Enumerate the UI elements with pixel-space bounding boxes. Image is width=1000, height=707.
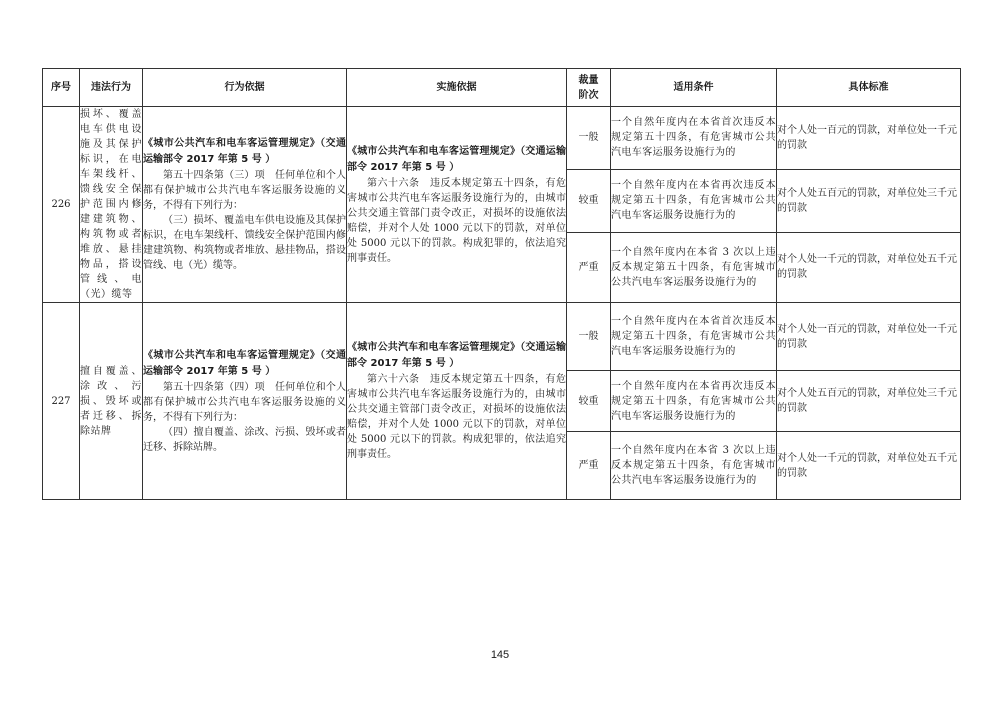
- table-row: [43, 107, 961, 170]
- impl-article: 第六十六条 违反本规定第五十四条，有危害城市公共汽电车客运服务设施行为的，由城市公共交通主管部门责令改正，对损坏的设施依法赔偿，并对个人处 1000 元以下的罚款，对单位处 5000 元以下的罚款。构成犯罪的，依法追究刑事责任。: [347, 177, 566, 264]
- row-impl: [347, 107, 567, 303]
- impl-law-title: 《城市公共汽车和电车客运管理规定》（交通运输部令 2017 年第 5 号 ）: [347, 342, 566, 369]
- level-cell: 一般: [567, 107, 611, 170]
- header-basis: 行为依据: [143, 69, 347, 107]
- row-basis: [143, 303, 347, 500]
- level-cell: 严重: [567, 432, 611, 500]
- cond-cell: 一个自然年度内在本省首次违反本规定第五十四条，有危害城市公共汽电车客运服务设施行为的: [611, 107, 777, 170]
- row-basis: [143, 107, 347, 303]
- cond-cell: 一个自然年度内在本省再次违反本规定第五十四条，有危害城市公共汽电车客运服务设施行为的: [611, 169, 777, 232]
- basis-item: （三）损坏、覆盖电车供电设施及其保护标识，在电车架线杆、馈线安全保护范围内修建建筑物、构筑物或者堆放、悬挂物品，搭设管线、电（光）缆等。: [143, 215, 346, 271]
- impl-article: 第六十六条 违反本规定第五十四条，有危害城市公共汽电车客运服务设施行为的，由城市公共交通主管部门责令改正，对损坏的设施依法赔偿，并对个人处 1000 元以下的罚款，对单位处 5000 元以下的罚款。构成犯罪的，依法追究刑事责任。: [347, 374, 566, 460]
- std-cell: 对个人处一百元的罚款，对单位处一千元的罚款: [777, 107, 961, 170]
- table-header-row: [43, 69, 961, 107]
- level-cell: 较重: [567, 169, 611, 232]
- page-number: 145: [490, 649, 510, 661]
- header-impl: 实施依据: [347, 69, 567, 107]
- std-cell: 对个人处一千元的罚款，对单位处五千元的罚款: [777, 432, 961, 500]
- level-cell: 较重: [567, 371, 611, 432]
- basis-law-title: 《城市公共汽车和电车客运管理规定》（交通运输部令 2017 年第 5 号 ）: [143, 138, 346, 165]
- header-seq: 序号: [43, 69, 80, 107]
- table-row: [43, 303, 961, 371]
- std-cell: 对个人处一千元的罚款，对单位处五千元的罚款: [777, 232, 961, 302]
- cond-cell: 一个自然年度内在本省首次违反本规定第五十四条，有危害城市公共汽电车客运服务设施行为的: [611, 303, 777, 371]
- penalty-standards-table: [42, 68, 961, 500]
- level-cell: 一般: [567, 303, 611, 371]
- row-seq: 226: [43, 107, 80, 303]
- row-act: 擅自覆盖、涂改、污损、毁坏或者迁移、拆除站牌: [80, 303, 143, 500]
- std-cell: 对个人处五百元的罚款，对单位处三千元的罚款: [777, 169, 961, 232]
- level-cell: 严重: [567, 232, 611, 302]
- row-impl: [347, 303, 567, 500]
- std-cell: 对个人处五百元的罚款，对单位处三千元的罚款: [777, 371, 961, 432]
- row-act: 损坏、覆盖电车供电设施及其保护标识，在电车架线杆、馈线安全保护范围内修建建筑物、构筑物或者堆放、悬挂物品，搭设管线、电（光）缆等: [80, 107, 143, 303]
- header-std: 具体标准: [777, 69, 961, 107]
- header-level: 裁量 阶次: [567, 69, 611, 107]
- row-seq: 227: [43, 303, 80, 500]
- basis-item: （四）擅自覆盖、涂改、污损、毁坏或者迁移、拆除站牌。: [143, 426, 346, 453]
- basis-law-title: 《城市公共汽车和电车客运管理规定》（交通运输部令 2017 年第 5 号 ）: [143, 349, 346, 377]
- header-cond: 适用条件: [611, 69, 777, 107]
- basis-article: 第五十四条第（四）项 任何单位和个人都有保护城市公共汽电车客运服务设施的义务，不得有下列行为：: [143, 381, 346, 423]
- cond-cell: 一个自然年度内在本省 3 次以上违反本规定第五十四条，有危害城市公共汽电车客运服务设施行为的: [611, 232, 777, 302]
- header-act: 违法行为: [80, 69, 143, 107]
- cond-cell: 一个自然年度内在本省 3 次以上违反本规定第五十四条，有危害城市公共汽电车客运服务设施行为的: [611, 432, 777, 500]
- cond-cell: 一个自然年度内在本省再次违反本规定第五十四条，有危害城市公共汽电车客运服务设施行为的: [611, 371, 777, 432]
- impl-law-title: 《城市公共汽车和电车客运管理规定》（交通运输部令 2017 年第 5 号 ）: [347, 145, 566, 173]
- std-cell: 对个人处一百元的罚款，对单位处一千元的罚款: [777, 303, 961, 371]
- basis-article: 第五十四条第（三）项 任何单位和个人都有保护城市公共汽电车客运服务设施的义务，不得有下列行为：: [143, 170, 346, 211]
